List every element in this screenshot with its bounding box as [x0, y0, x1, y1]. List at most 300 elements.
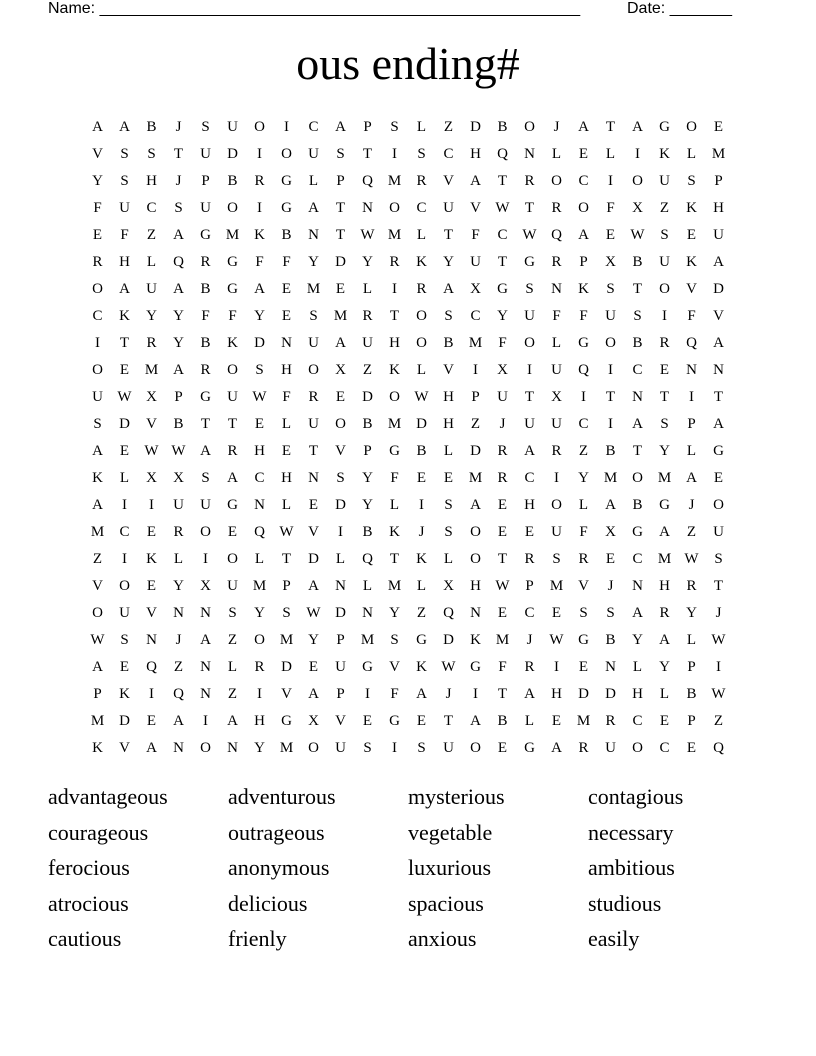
- grid-letter: Y: [443, 254, 454, 270]
- grid-letter: C: [524, 470, 535, 486]
- grid-letter: X: [308, 713, 319, 729]
- grid-letter: R: [524, 551, 535, 567]
- grid-row: [84, 573, 744, 600]
- grid-letter: W: [630, 227, 645, 243]
- grid-letter: E: [146, 578, 157, 594]
- word-list-item: vegetable: [408, 819, 493, 845]
- grid-letter: V: [713, 308, 724, 324]
- grid-letter: T: [713, 389, 724, 405]
- grid-letter: R: [254, 173, 265, 189]
- grid-letter: R: [605, 713, 616, 729]
- grid-letter: E: [146, 524, 157, 540]
- grid-letter: I: [608, 173, 613, 189]
- grid-letter: U: [308, 146, 319, 162]
- grid-row: [84, 222, 744, 249]
- grid-row: [84, 303, 744, 330]
- grid-letter: Y: [362, 497, 373, 513]
- grid-letter: N: [200, 686, 211, 702]
- grid-letter: Z: [659, 200, 670, 216]
- grid-letter: R: [416, 173, 427, 189]
- grid-letter: F: [255, 254, 264, 270]
- grid-letter: A: [335, 335, 346, 351]
- grid-letter: A: [173, 227, 184, 243]
- grid-letter: B: [200, 335, 211, 351]
- grid-letter: A: [92, 443, 103, 459]
- page-title: ous ending#: [296, 38, 520, 89]
- grid-letter: Y: [389, 605, 400, 621]
- grid-letter: U: [659, 173, 670, 189]
- grid-letter: B: [605, 632, 616, 648]
- grid-letter: S: [579, 605, 588, 621]
- grid-letter: D: [119, 416, 130, 432]
- grid-letter: E: [578, 659, 589, 675]
- grid-letter: K: [470, 632, 481, 648]
- grid-letter: Y: [308, 254, 319, 270]
- word-list-item: luxurious: [408, 855, 492, 880]
- grid-letter: O: [524, 119, 535, 135]
- grid-letter: G: [713, 443, 724, 459]
- grid-letter: G: [200, 227, 211, 243]
- grid-letter: G: [524, 254, 535, 270]
- grid-letter: O: [416, 335, 427, 351]
- grid-letter: D: [119, 713, 130, 729]
- grid-letter: F: [687, 308, 696, 324]
- grid-letter: U: [551, 524, 562, 540]
- grid-letter: G: [659, 497, 670, 513]
- grid-letter: M: [468, 335, 483, 351]
- grid-letter: B: [362, 416, 373, 432]
- word-list-item: ambitious: [588, 855, 675, 880]
- grid-letter: O: [308, 362, 319, 378]
- grid-letter: E: [119, 443, 130, 459]
- grid-letter: G: [578, 632, 589, 648]
- grid-letter: O: [281, 146, 292, 162]
- grid-letter: G: [227, 281, 238, 297]
- grid-letter: D: [713, 281, 724, 297]
- grid-letter: A: [200, 443, 211, 459]
- grid-letter: A: [470, 173, 481, 189]
- grid-letter: D: [362, 389, 373, 405]
- grid-letter: N: [551, 281, 562, 297]
- grid-letter: C: [119, 524, 130, 540]
- grid-letter: D: [281, 659, 292, 675]
- grid-letter: O: [254, 632, 265, 648]
- grid-letter: L: [308, 173, 319, 189]
- grid-letter: P: [579, 254, 588, 270]
- grid-letter: Z: [227, 632, 238, 648]
- grid-letter: W: [279, 524, 294, 540]
- grid-letter: C: [578, 416, 589, 432]
- grid-letter: P: [687, 416, 696, 432]
- word-list-item: advantageous: [48, 784, 168, 809]
- grid-letter: T: [605, 119, 616, 135]
- grid-letter: R: [227, 443, 238, 459]
- grid-letter: E: [308, 497, 319, 513]
- grid-letter: S: [228, 605, 237, 621]
- grid-letter: E: [335, 389, 346, 405]
- grid-letter: M: [252, 578, 267, 594]
- grid-letter: C: [659, 740, 670, 756]
- grid-letter: S: [417, 740, 426, 756]
- grid-letter: O: [200, 524, 211, 540]
- grid-letter: U: [227, 119, 238, 135]
- grid-letter: H: [470, 578, 481, 594]
- grid-letter: A: [146, 740, 157, 756]
- grid-letter: A: [119, 119, 130, 135]
- grid-letter: H: [659, 578, 670, 594]
- grid-letter: Z: [578, 443, 589, 459]
- grid-letter: B: [146, 119, 157, 135]
- grid-letter: H: [632, 686, 643, 702]
- grid-letter: G: [497, 281, 508, 297]
- word-list-item: spacious: [408, 890, 484, 916]
- grid-letter: S: [444, 497, 453, 513]
- grid-letter: K: [416, 659, 427, 675]
- grid-letter: C: [632, 551, 643, 567]
- grid-letter: I: [203, 551, 208, 567]
- grid-letter: P: [363, 443, 372, 459]
- grid-letter: X: [497, 362, 508, 378]
- grid-letter: F: [498, 335, 507, 351]
- grid-letter: T: [389, 308, 400, 324]
- grid-letter: L: [551, 335, 562, 351]
- grid-letter: D: [335, 497, 346, 513]
- grid-letter: M: [90, 524, 105, 540]
- grid-letter: T: [713, 578, 724, 594]
- grid-letter: D: [443, 632, 454, 648]
- grid-letter: I: [581, 389, 586, 405]
- grid-letter: R: [578, 551, 589, 567]
- grid-letter: L: [578, 497, 589, 513]
- grid-letter: M: [279, 632, 294, 648]
- grid-letter: O: [416, 308, 427, 324]
- grid-letter: P: [93, 686, 102, 702]
- grid-letter: O: [227, 551, 238, 567]
- grid-letter: A: [227, 470, 238, 486]
- grid-letter: L: [416, 578, 427, 594]
- grid-letter: X: [605, 254, 616, 270]
- word-list-item: cautious: [48, 926, 122, 951]
- grid-letter: U: [335, 740, 346, 756]
- grid-letter: A: [173, 713, 184, 729]
- grid-letter: S: [606, 605, 615, 621]
- grid-letter: P: [282, 578, 291, 594]
- grid-letter: H: [389, 335, 400, 351]
- grid-letter: J: [526, 632, 533, 648]
- grid-letter: Y: [173, 578, 184, 594]
- grid-letter: M: [549, 578, 564, 594]
- grid-letter: Y: [173, 335, 184, 351]
- grid-letter: E: [686, 227, 697, 243]
- grid-letter: B: [632, 254, 643, 270]
- grid-letter: E: [686, 740, 697, 756]
- grid-letter: K: [416, 254, 427, 270]
- grid-letter: A: [632, 416, 643, 432]
- grid-letter: N: [281, 335, 292, 351]
- grid-letter: H: [470, 146, 481, 162]
- word-list-item: contagious: [588, 784, 684, 809]
- grid-letter: F: [120, 227, 129, 243]
- grid-letter: X: [146, 389, 157, 405]
- grid-letter: M: [711, 146, 726, 162]
- grid-letter: A: [92, 119, 103, 135]
- grid-letter: R: [308, 389, 319, 405]
- grid-letter: N: [632, 389, 643, 405]
- grid-letter: S: [714, 551, 723, 567]
- grid-letter: C: [497, 227, 508, 243]
- grid-letter: R: [551, 254, 562, 270]
- grid-letter: D: [227, 146, 238, 162]
- grid-letter: N: [200, 605, 211, 621]
- grid-letter: O: [632, 470, 643, 486]
- grid-letter: E: [227, 524, 238, 540]
- grid-letter: F: [93, 200, 102, 216]
- grid-letter: F: [606, 200, 615, 216]
- grid-letter: E: [497, 605, 508, 621]
- grid-letter: A: [578, 119, 589, 135]
- grid-letter: E: [92, 227, 103, 243]
- grid-letter: A: [524, 686, 535, 702]
- grid-letter: O: [659, 281, 670, 297]
- grid-letter: G: [416, 632, 427, 648]
- word-list-item: frienly: [228, 926, 287, 951]
- grid-letter: M: [495, 632, 510, 648]
- grid-letter: Z: [686, 524, 697, 540]
- grid-letter: A: [119, 281, 130, 297]
- grid-letter: J: [418, 524, 425, 540]
- grid-letter: N: [227, 740, 238, 756]
- grid-letter: J: [499, 416, 506, 432]
- grid-letter: F: [579, 308, 588, 324]
- grid-letter: Q: [443, 605, 454, 621]
- grid-letter: E: [497, 740, 508, 756]
- grid-letter: G: [524, 740, 535, 756]
- grid-letter: I: [257, 686, 262, 702]
- grid-letter: E: [281, 281, 292, 297]
- grid-letter: E: [308, 659, 319, 675]
- grid-letter: O: [227, 200, 238, 216]
- word-list-item: easily: [588, 926, 640, 951]
- grid-letter: A: [92, 497, 103, 513]
- grid-letter: E: [281, 443, 292, 459]
- grid-letter: I: [473, 362, 478, 378]
- grid-letter: A: [524, 443, 535, 459]
- grid-row: [84, 708, 744, 735]
- grid-row: [84, 330, 744, 357]
- grid-letter: R: [389, 254, 400, 270]
- grid-letter: N: [605, 659, 616, 675]
- grid-row: [84, 438, 744, 465]
- grid-letter: A: [632, 119, 643, 135]
- grid-letter: U: [227, 578, 238, 594]
- grid-letter: T: [335, 227, 346, 243]
- grid-letter: K: [92, 740, 103, 756]
- grid-letter: R: [254, 659, 265, 675]
- grid-letter: O: [200, 740, 211, 756]
- grid-letter: E: [551, 713, 562, 729]
- grid-letter: C: [470, 308, 481, 324]
- grid-letter: H: [713, 200, 724, 216]
- grid-letter: S: [120, 146, 129, 162]
- grid-letter: U: [659, 254, 670, 270]
- grid-letter: J: [553, 119, 560, 135]
- grid-letter: B: [632, 497, 643, 513]
- grid-letter: O: [92, 605, 103, 621]
- grid-letter: S: [282, 605, 291, 621]
- grid-letter: U: [524, 308, 535, 324]
- grid-letter: O: [551, 173, 562, 189]
- grid-letter: S: [633, 308, 642, 324]
- grid-letter: C: [92, 308, 103, 324]
- grid-letter: N: [362, 605, 373, 621]
- grid-letter: B: [281, 227, 292, 243]
- grid-letter: M: [333, 308, 348, 324]
- grid-row: [84, 114, 744, 141]
- grid-letter: T: [605, 389, 616, 405]
- grid-letter: E: [146, 713, 157, 729]
- grid-letter: R: [551, 200, 562, 216]
- grid-letter: H: [119, 254, 130, 270]
- grid-letter: T: [443, 713, 454, 729]
- grid-letter: A: [254, 281, 265, 297]
- grid-letter: Q: [686, 335, 697, 351]
- grid-letter: Q: [362, 173, 373, 189]
- grid-letter: I: [203, 713, 208, 729]
- grid-row: [84, 357, 744, 384]
- grid-letter: I: [662, 308, 667, 324]
- grid-row: [84, 627, 744, 654]
- grid-letter: M: [90, 713, 105, 729]
- word-list-item: ferocious: [48, 855, 130, 880]
- grid-letter: G: [281, 173, 292, 189]
- grid-letter: V: [578, 578, 589, 594]
- grid-letter: M: [657, 551, 672, 567]
- grid-letter: T: [362, 146, 373, 162]
- grid-letter: M: [576, 713, 591, 729]
- grid-letter: K: [389, 524, 400, 540]
- grid-letter: X: [200, 578, 211, 594]
- grid-row: [84, 546, 744, 573]
- grid-letter: U: [605, 308, 616, 324]
- grid-letter: L: [335, 551, 346, 567]
- grid-letter: O: [524, 335, 535, 351]
- grid-letter: L: [389, 497, 400, 513]
- grid-letter: L: [686, 443, 697, 459]
- grid-letter: R: [173, 524, 184, 540]
- grid-letter: U: [119, 200, 130, 216]
- grid-letter: U: [308, 335, 319, 351]
- grid-letter: R: [659, 335, 670, 351]
- grid-letter: V: [389, 659, 400, 675]
- grid-letter: L: [119, 470, 130, 486]
- grid-letter: Z: [92, 551, 103, 567]
- grid-letter: Y: [254, 605, 265, 621]
- grid-letter: I: [392, 146, 397, 162]
- grid-letter: N: [470, 605, 481, 621]
- word-list-item: outrageous: [228, 819, 325, 845]
- grid-letter: S: [444, 524, 453, 540]
- grid-letter: S: [444, 308, 453, 324]
- grid-letter: Q: [551, 227, 562, 243]
- grid-letter: T: [632, 281, 643, 297]
- grid-letter: C: [443, 146, 454, 162]
- grid-letter: A: [659, 524, 670, 540]
- grid-letter: W: [117, 389, 132, 405]
- grid-row: [84, 141, 744, 168]
- grid-letter: E: [119, 362, 130, 378]
- grid-letter: R: [524, 173, 535, 189]
- grid-letter: G: [281, 200, 292, 216]
- word-list: [48, 780, 788, 958]
- grid-letter: T: [335, 200, 346, 216]
- grid-letter: W: [144, 443, 159, 459]
- grid-letter: A: [308, 578, 319, 594]
- grid-letter: O: [686, 119, 697, 135]
- grid-letter: P: [174, 389, 183, 405]
- grid-letter: L: [416, 227, 427, 243]
- grid-letter: B: [227, 173, 238, 189]
- grid-letter: V: [470, 200, 481, 216]
- grid-letter: W: [495, 578, 510, 594]
- grid-letter: X: [146, 470, 157, 486]
- grid-letter: A: [686, 470, 697, 486]
- grid-letter: F: [201, 308, 210, 324]
- grid-letter: W: [360, 227, 375, 243]
- grid-letter: O: [254, 119, 265, 135]
- grid-letter: L: [443, 443, 454, 459]
- grid-letter: A: [416, 686, 427, 702]
- grid-letter: Q: [146, 659, 157, 675]
- grid-letter: A: [173, 362, 184, 378]
- grid-letter: I: [95, 335, 100, 351]
- grid-letter: J: [175, 173, 182, 189]
- grid-letter: L: [524, 713, 535, 729]
- grid-letter: I: [608, 362, 613, 378]
- grid-letter: U: [551, 416, 562, 432]
- grid-letter: N: [686, 362, 697, 378]
- grid-letter: X: [605, 524, 616, 540]
- grid-letter: P: [201, 173, 210, 189]
- grid-letter: T: [227, 416, 238, 432]
- grid-letter: V: [443, 173, 454, 189]
- grid-letter: K: [92, 470, 103, 486]
- grid-letter: Z: [470, 416, 481, 432]
- grid-letter: Z: [173, 659, 184, 675]
- grid-letter: N: [173, 740, 184, 756]
- grid-letter: F: [579, 524, 588, 540]
- grid-letter: V: [146, 416, 157, 432]
- grid-row: [84, 168, 744, 195]
- grid-letter: I: [419, 497, 424, 513]
- grid-row: [84, 465, 744, 492]
- word-list-item: studious: [588, 890, 662, 916]
- grid-letter: N: [524, 146, 535, 162]
- grid-letter: G: [470, 659, 481, 675]
- grid-letter: I: [149, 497, 154, 513]
- grid-letter: O: [92, 362, 103, 378]
- grid-letter: O: [632, 173, 643, 189]
- grid-letter: I: [608, 416, 613, 432]
- grid-letter: J: [175, 632, 182, 648]
- word-list-item: delicious: [228, 890, 308, 916]
- grid-letter: A: [308, 686, 319, 702]
- grid-letter: T: [497, 173, 508, 189]
- grid-letter: S: [336, 146, 345, 162]
- grid-letter: D: [335, 605, 346, 621]
- grid-letter: T: [497, 254, 508, 270]
- grid-letter: F: [390, 470, 399, 486]
- grid-letter: L: [362, 281, 373, 297]
